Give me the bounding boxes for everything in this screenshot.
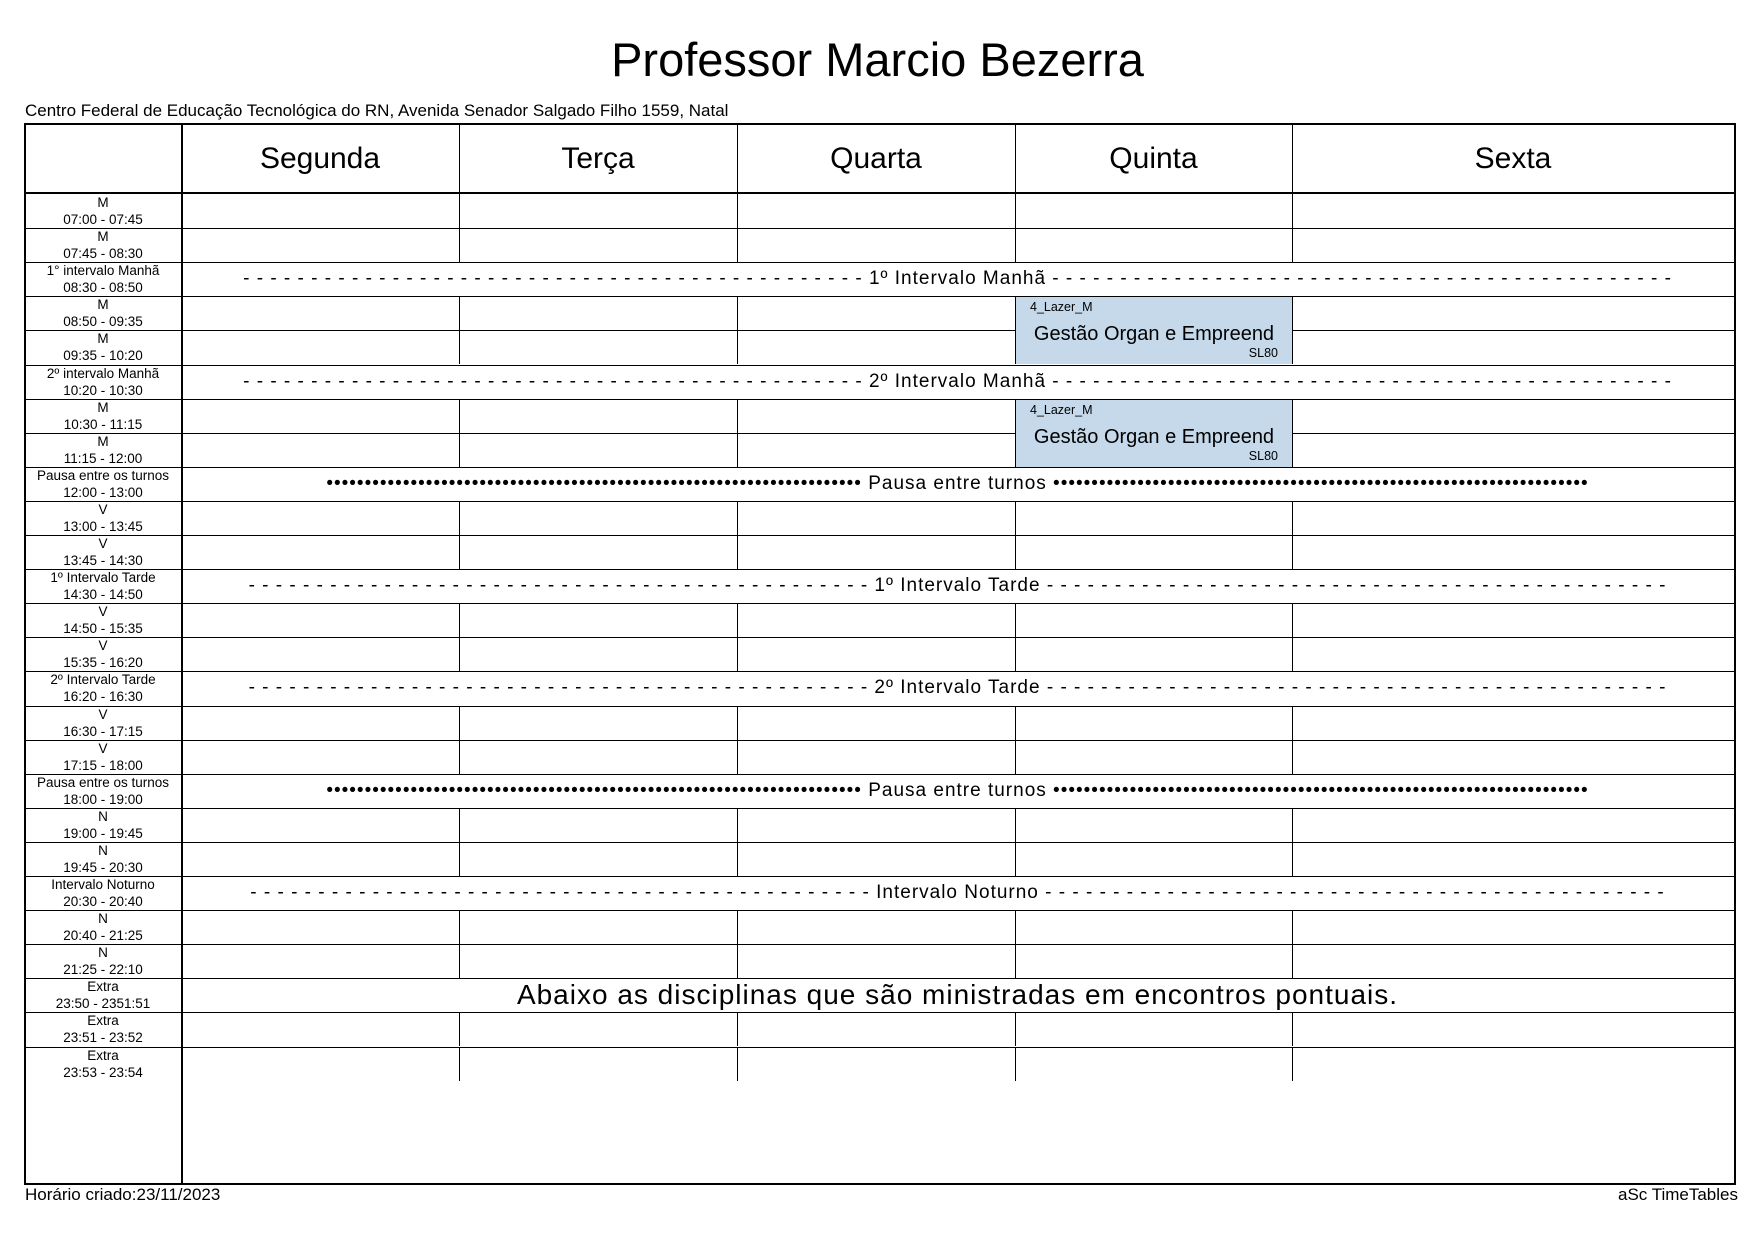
day-divider xyxy=(1015,842,1016,876)
slot-name: 2º Intervalo Tarde xyxy=(50,672,156,688)
day-divider xyxy=(459,125,460,192)
slot-name: 2º intervalo Manhã xyxy=(46,365,160,381)
day-divider xyxy=(737,1047,738,1081)
day-divider xyxy=(1292,330,1293,364)
slot-name: M xyxy=(97,433,109,449)
time-slot-label xyxy=(26,774,180,808)
day-divider xyxy=(737,535,738,569)
break-row-banner xyxy=(181,262,1734,296)
day-header-sexta: Sexta xyxy=(1474,141,1552,175)
time-slot-label xyxy=(26,842,180,876)
break-label: Abaixo as disciplinas que são ministradas em encontros pontuais. xyxy=(516,979,1399,1011)
time-slot-label xyxy=(26,1047,180,1081)
row-divider xyxy=(26,944,1734,945)
time-slot-label xyxy=(26,399,180,433)
day-divider xyxy=(459,740,460,774)
slot-name: M xyxy=(97,331,109,347)
day-divider xyxy=(1292,1047,1293,1081)
day-divider xyxy=(1292,637,1293,671)
day-divider xyxy=(1292,808,1293,842)
day-divider xyxy=(1292,706,1293,740)
time-slot-label xyxy=(26,535,180,569)
day-header-quinta: Quinta xyxy=(1109,141,1198,175)
day-divider xyxy=(459,944,460,978)
lesson-group: 4_Lazer_M xyxy=(1030,300,1093,315)
day-divider xyxy=(459,637,460,671)
slot-time: 13:00 - 13:45 xyxy=(63,518,143,534)
day-header-terça: Terça xyxy=(561,141,635,175)
lesson-group: 4_Lazer_M xyxy=(1030,402,1093,417)
slot-name: V xyxy=(98,501,108,517)
row-divider xyxy=(26,706,1734,707)
slot-name: V xyxy=(98,740,108,756)
day-divider xyxy=(737,740,738,774)
row-divider xyxy=(26,501,1734,502)
time-slot-label xyxy=(26,740,180,774)
slot-name: N xyxy=(98,808,108,824)
lesson-subject: Gestão Organ e Empreend xyxy=(1033,323,1275,346)
break-row-banner xyxy=(181,876,1734,910)
day-divider xyxy=(1015,603,1016,637)
day-divider xyxy=(737,944,738,978)
slot-time: 17:15 - 18:00 xyxy=(63,757,143,773)
day-divider xyxy=(459,603,460,637)
slot-name: M xyxy=(97,399,109,415)
break-row-banner xyxy=(181,671,1734,705)
slot-name: N xyxy=(98,911,108,927)
day-header-segunda: Segunda xyxy=(259,141,381,175)
slot-name: V xyxy=(98,638,108,654)
day-divider xyxy=(1292,842,1293,876)
slot-time: 08:50 - 09:35 xyxy=(63,314,143,330)
created-date: Horário criado:23/11/2023 xyxy=(25,1185,221,1204)
day-divider xyxy=(1292,194,1293,228)
day-divider xyxy=(459,433,460,467)
break-row-banner xyxy=(181,569,1734,603)
row-divider xyxy=(26,808,1734,809)
day-divider xyxy=(1292,603,1293,637)
day-divider xyxy=(1015,637,1016,671)
slot-name: Pausa entre os turnos xyxy=(36,467,170,483)
time-slot-label xyxy=(26,194,180,228)
day-divider xyxy=(1292,125,1293,192)
slot-time: 13:45 - 14:30 xyxy=(63,553,143,569)
slot-name: 1º Intervalo Tarde xyxy=(50,570,156,586)
day-divider xyxy=(737,603,738,637)
row-divider xyxy=(26,1012,1734,1013)
day-header-quarta: Quarta xyxy=(830,141,922,175)
day-divider xyxy=(1015,228,1016,262)
day-divider xyxy=(459,296,460,330)
day-divider xyxy=(737,330,738,364)
time-slot-label xyxy=(26,603,180,637)
slot-time: 20:40 - 21:25 xyxy=(63,928,143,944)
day-divider xyxy=(737,637,738,671)
day-divider xyxy=(1015,944,1016,978)
slot-name: N xyxy=(98,842,108,858)
break-row-banner xyxy=(181,365,1734,399)
slot-time: 19:00 - 19:45 xyxy=(63,825,143,841)
slot-time: 18:00 - 19:00 xyxy=(63,791,143,807)
time-slot-label xyxy=(26,467,180,501)
slot-name: V xyxy=(98,706,108,722)
break-label: - - - - - - - - - - - - - - - - - - - - - - - - - - - - - - - - - - - - - - - - - - - - - - 2º Intervalo Manhã - - - - - - - - - - - - - - - - - - - - - - - - - - - - - - - - - - - - - - - - - - - - - - xyxy=(243,370,1672,392)
day-divider xyxy=(1015,501,1016,535)
time-slot-label xyxy=(26,501,180,535)
time-slot-label xyxy=(26,876,180,910)
school-address: Centro Federal de Educação Tecnológica do RN, Avenida Senador Salgado Filho 1559, Natal xyxy=(25,101,729,120)
header-divider xyxy=(26,192,1734,194)
day-divider xyxy=(1292,740,1293,774)
day-divider xyxy=(1015,125,1016,192)
slot-time: 14:30 - 14:50 xyxy=(63,587,143,603)
day-divider xyxy=(1292,501,1293,535)
slot-name: Intervalo Noturno xyxy=(51,877,155,893)
day-divider xyxy=(1015,740,1016,774)
slot-name: Extra xyxy=(87,979,119,995)
slot-time: 23:50 - 2351:51 xyxy=(55,996,151,1012)
row-divider xyxy=(26,910,1734,911)
slot-time: 19:45 - 20:30 xyxy=(63,859,143,875)
slot-time: 07:45 - 08:30 xyxy=(63,246,143,262)
day-divider xyxy=(1292,535,1293,569)
day-divider xyxy=(737,296,738,330)
software-credit: aSc TimeTables xyxy=(1618,1185,1738,1204)
lesson-subject: Gestão Organ e Empreend xyxy=(1033,425,1275,448)
slot-time: 20:30 - 20:40 xyxy=(63,894,143,910)
day-divider xyxy=(1292,296,1293,330)
lesson-card[interactable] xyxy=(1016,297,1292,364)
break-label: - - - - - - - - - - - - - - - - - - - - - - - - - - - - - - - - - - - - - - - - - - - - - - Intervalo Noturno - - - - - - - - - - - - - - - - - - - - - - - - - - - - - - - - - - - - - - - - - - - - - - xyxy=(250,882,1665,904)
break-label: - - - - - - - - - - - - - - - - - - - - - - - - - - - - - - - - - - - - - - - - - - - - - - 2º Intervalo Tarde - - - - - - - - - - - - - - - - - - - - - - - - - - - - - - - - - - - - - - - - - - - - - - xyxy=(248,677,1667,699)
time-slot-label xyxy=(26,978,180,1012)
day-divider xyxy=(1015,535,1016,569)
day-divider xyxy=(737,842,738,876)
break-row-banner xyxy=(181,774,1734,808)
break-row-banner xyxy=(181,467,1734,501)
slot-name: Extra xyxy=(87,1047,119,1063)
day-divider xyxy=(1015,194,1016,228)
row-divider xyxy=(26,842,1734,843)
slot-time: 14:50 - 15:35 xyxy=(63,621,143,637)
break-row-banner xyxy=(181,978,1734,1012)
day-divider xyxy=(459,330,460,364)
slot-name: V xyxy=(98,604,108,620)
time-slot-label xyxy=(26,637,180,671)
time-slot-label xyxy=(26,808,180,842)
day-divider xyxy=(1015,910,1016,944)
break-label: - - - - - - - - - - - - - - - - - - - - - - - - - - - - - - - - - - - - - - - - - - - - - - 1º Intervalo Tarde - - - - - - - - - - - - - - - - - - - - - - - - - - - - - - - - - - - - - - - - - - - - - - xyxy=(248,575,1667,597)
timetable-grid xyxy=(24,123,1736,1185)
slot-time: 10:30 - 11:15 xyxy=(63,416,143,432)
row-divider xyxy=(26,330,1734,331)
time-slot-label xyxy=(26,1012,180,1046)
day-divider xyxy=(459,842,460,876)
time-slot-label xyxy=(26,944,180,978)
day-divider xyxy=(737,125,738,192)
day-divider xyxy=(459,706,460,740)
day-divider xyxy=(459,228,460,262)
day-divider xyxy=(1015,1012,1016,1046)
break-label: •••••••••••••••••••••••••••••••••••••••••••••••••••••••••••••••••••••• Pausa entre turnos •••••••••••••••••••••••••••••••••••••••••••••••••••••••••••••••••••••• xyxy=(326,779,1589,801)
slot-time: 16:20 - 16:30 xyxy=(63,689,143,705)
day-divider xyxy=(459,910,460,944)
slot-time: 07:00 - 07:45 xyxy=(63,212,143,228)
slot-name: M xyxy=(97,297,109,313)
slot-time: 21:25 - 22:10 xyxy=(63,962,143,978)
slot-name: Extra xyxy=(87,1013,119,1029)
slot-time: 23:53 - 23:54 xyxy=(63,1064,143,1080)
day-divider xyxy=(459,399,460,433)
slot-name: 1° intervalo Manhã xyxy=(46,263,160,279)
slot-name: Pausa entre os turnos xyxy=(36,774,170,790)
day-divider xyxy=(1015,706,1016,740)
time-slot-label xyxy=(26,433,180,467)
slot-time: 10:20 - 10:30 xyxy=(63,382,143,398)
slot-time: 12:00 - 13:00 xyxy=(63,484,143,500)
day-divider xyxy=(737,194,738,228)
day-divider xyxy=(459,535,460,569)
day-divider xyxy=(1292,228,1293,262)
slot-time: 16:30 - 17:15 xyxy=(63,723,143,739)
lesson-card[interactable] xyxy=(1016,400,1292,467)
row-divider xyxy=(26,296,1734,297)
slot-name: M xyxy=(97,229,109,245)
day-divider xyxy=(737,808,738,842)
day-divider xyxy=(737,501,738,535)
day-divider xyxy=(1292,1012,1293,1046)
day-divider xyxy=(737,1012,738,1046)
day-divider xyxy=(459,1047,460,1081)
slot-name: N xyxy=(98,945,108,961)
row-divider xyxy=(26,637,1734,638)
time-slot-label xyxy=(26,365,180,399)
slot-time: 23:51 - 23:52 xyxy=(63,1030,143,1046)
lesson-room: SL80 xyxy=(1248,346,1278,361)
time-slot-label xyxy=(26,671,180,705)
day-divider xyxy=(1292,433,1293,467)
day-divider xyxy=(737,399,738,433)
day-divider xyxy=(1292,910,1293,944)
day-divider xyxy=(459,1012,460,1046)
day-divider xyxy=(737,910,738,944)
slot-time: 08:30 - 08:50 xyxy=(63,280,143,296)
day-divider xyxy=(737,433,738,467)
row-divider xyxy=(26,740,1734,741)
page-title: Professor Marcio Bezerra xyxy=(611,33,1144,86)
lesson-room: SL80 xyxy=(1248,448,1278,463)
slot-time: 15:35 - 16:20 xyxy=(63,655,143,671)
time-slot-label xyxy=(26,569,180,603)
row-divider xyxy=(26,535,1734,536)
day-divider xyxy=(459,501,460,535)
row-divider xyxy=(26,228,1734,229)
day-divider xyxy=(1292,944,1293,978)
slot-time: 11:15 - 12:00 xyxy=(63,450,143,466)
day-divider xyxy=(737,706,738,740)
time-slot-label xyxy=(26,296,180,330)
day-divider xyxy=(737,228,738,262)
time-slot-label xyxy=(26,228,180,262)
break-label: - - - - - - - - - - - - - - - - - - - - - - - - - - - - - - - - - - - - - - - - - - - - - - 1º Intervalo Manhã - - - - - - - - - - - - - - - - - - - - - - - - - - - - - - - - - - - - - - - - - - - - - - xyxy=(243,268,1672,290)
row-divider xyxy=(26,603,1734,604)
day-divider xyxy=(1015,1047,1016,1081)
row-divider xyxy=(26,399,1734,400)
slot-time: 09:35 - 10:20 xyxy=(63,348,143,364)
row-divider xyxy=(26,433,1734,434)
day-divider xyxy=(459,194,460,228)
day-divider xyxy=(1015,808,1016,842)
time-slot-label xyxy=(26,910,180,944)
day-divider xyxy=(459,808,460,842)
break-label: •••••••••••••••••••••••••••••••••••••••••••••••••••••••••••••••••••••• Pausa entre turnos •••••••••••••••••••••••••••••••••••••••••••••••••••••••••••••••••••••• xyxy=(326,472,1589,494)
time-slot-label xyxy=(26,706,180,740)
row-divider xyxy=(26,1047,1734,1048)
day-divider xyxy=(1292,399,1293,433)
time-slot-label xyxy=(26,330,180,364)
slot-name: M xyxy=(97,195,109,211)
slot-name: V xyxy=(98,536,108,552)
time-slot-label xyxy=(26,262,180,296)
